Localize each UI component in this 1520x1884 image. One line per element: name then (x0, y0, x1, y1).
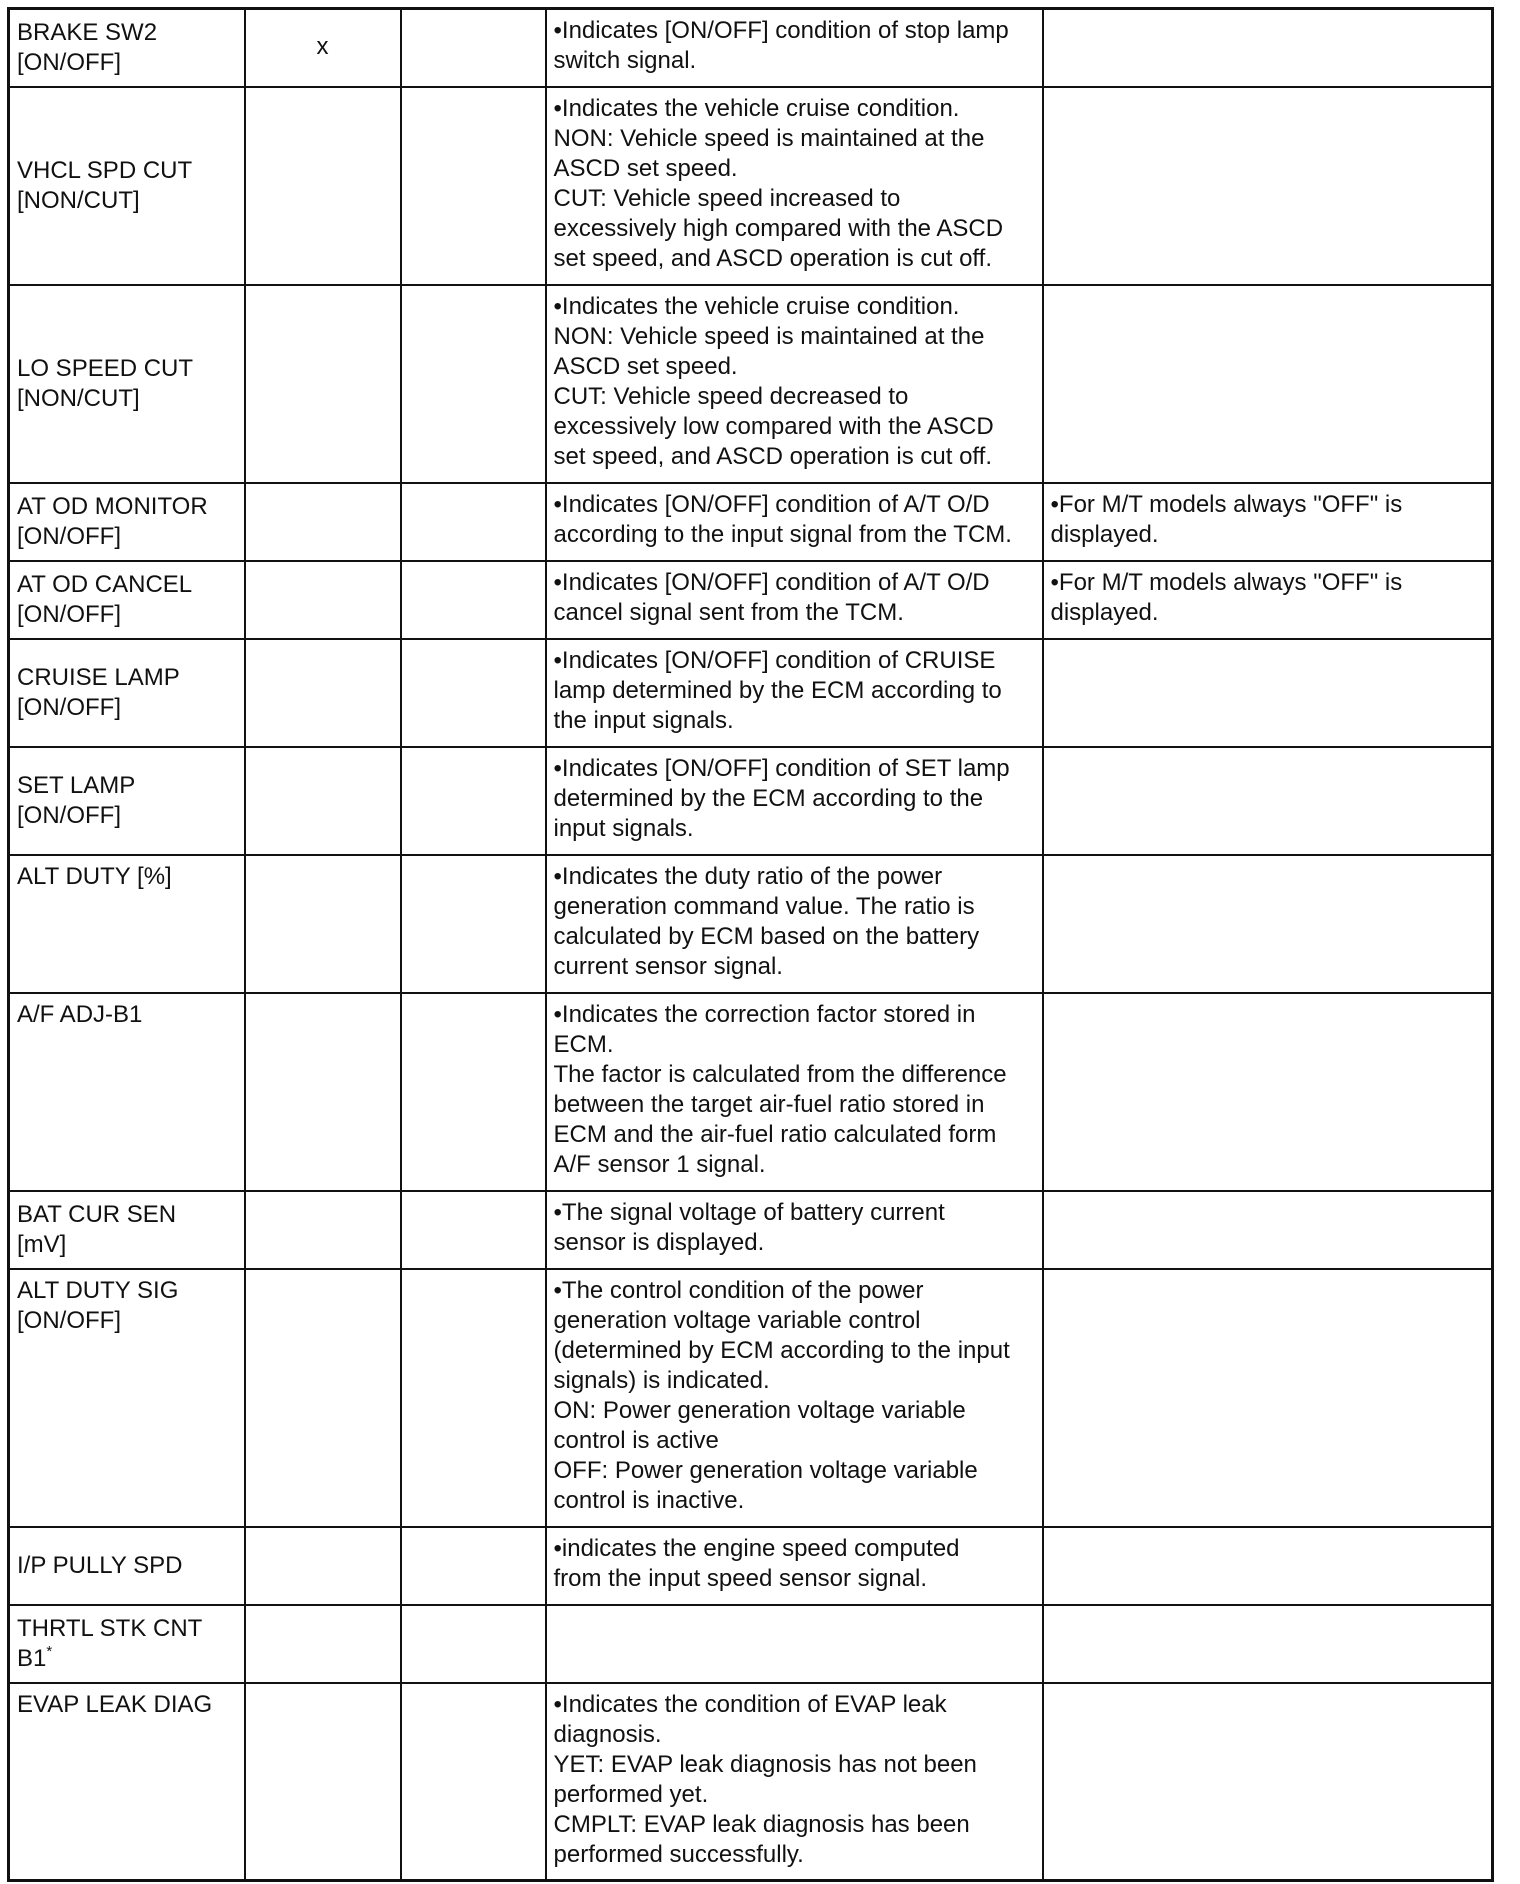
item-label: THRTL STK CNT B1 (17, 1614, 203, 1672)
remarks-cell (1043, 747, 1493, 855)
remarks-cell (1043, 639, 1493, 747)
selection-cell (401, 483, 546, 561)
table-row (9, 993, 1493, 1191)
main-signal-cell (245, 1527, 401, 1605)
remarks-cell (1043, 993, 1493, 1191)
table-row (9, 1191, 1493, 1269)
item-cell: VHCL SPD CUT [NON/CUT] (9, 87, 245, 285)
description-cell: •Indicates [ON/OFF] condition of A/T O/D according to the input signal from the TCM. (546, 483, 1043, 561)
selection-cell (401, 1527, 546, 1605)
remarks-cell (1043, 1191, 1493, 1269)
description-cell: •The signal voltage of battery current sensor is displayed. (546, 1191, 1043, 1269)
description-cell (546, 1605, 1043, 1683)
selection-cell (401, 1191, 546, 1269)
selection-cell (401, 87, 546, 285)
table-row (9, 1269, 1493, 1527)
remarks-cell (1043, 1605, 1493, 1683)
table-row (9, 9, 1493, 87)
item-cell: SET LAMP [ON/OFF] (9, 747, 245, 855)
table-row (9, 561, 1493, 639)
item-cell: AT OD MONITOR [ON/OFF] (9, 483, 245, 561)
description-cell: •Indicates the condition of EVAP leak diagnosis. YET: EVAP leak diagnosis has not been performed yet. CMPLT: EVAP leak diagnosis has been performed successfully. (546, 1683, 1043, 1881)
main-signal-cell (245, 87, 401, 285)
remarks-cell: •For M/T models always "OFF" is displayed. (1043, 561, 1493, 639)
monitor-item-table (7, 7, 1494, 1882)
description-cell: •Indicates [ON/OFF] condition of SET lamp determined by the ECM according to the input signals. (546, 747, 1043, 855)
main-signal-cell (245, 1191, 401, 1269)
item-cell: CRUISE LAMP [ON/OFF] (9, 639, 245, 747)
item-cell: I/P PULLY SPD (9, 1527, 245, 1605)
item-cell (9, 1605, 245, 1683)
main-signal-cell (245, 747, 401, 855)
description-cell: •Indicates [ON/OFF] condition of A/T O/D cancel signal sent from the TCM. (546, 561, 1043, 639)
table-row (9, 1605, 1493, 1683)
remarks-cell (1043, 1683, 1493, 1881)
selection-cell (401, 9, 546, 87)
table-row (9, 1683, 1493, 1881)
main-signal-cell (245, 993, 401, 1191)
selection-cell (401, 285, 546, 483)
item-cell: BRAKE SW2 [ON/OFF] (9, 9, 245, 87)
selection-cell (401, 1605, 546, 1683)
description-cell: •Indicates the correction factor stored in ECM. The factor is calculated from the difference between the target air-fuel ratio stored in ECM and the air-fuel ratio calculated form A/F sensor 1 signal. (546, 993, 1043, 1191)
selection-cell (401, 855, 546, 993)
selection-cell (401, 639, 546, 747)
main-signal-cell (245, 285, 401, 483)
selection-cell (401, 747, 546, 855)
description-cell: •The control condition of the power generation voltage variable control (determined by ECM according to the input signals) is indicated. ON: Power generation voltage variable control is active OFF: Power generation voltage variable control is inactive. (546, 1269, 1043, 1527)
table-row (9, 483, 1493, 561)
selection-cell (401, 1269, 546, 1527)
table-row (9, 747, 1493, 855)
item-cell: AT OD CANCEL [ON/OFF] (9, 561, 245, 639)
item-cell: ALT DUTY SIG [ON/OFF] (9, 1269, 245, 1527)
main-signal-cell (245, 1269, 401, 1527)
remarks-cell (1043, 87, 1493, 285)
item-cell: ALT DUTY [%] (9, 855, 245, 993)
main-signal-cell (245, 1683, 401, 1881)
footnote-marker: * (46, 1642, 53, 1660)
remarks-cell (1043, 855, 1493, 993)
main-signal-cell (245, 561, 401, 639)
description-cell: •Indicates the duty ratio of the power generation command value. The ratio is calculated by ECM based on the battery current sensor signal. (546, 855, 1043, 993)
selection-cell (401, 561, 546, 639)
selection-cell (401, 993, 546, 1191)
item-cell: EVAP LEAK DIAG (9, 1683, 245, 1881)
table-row (9, 285, 1493, 483)
description-cell: •Indicates the vehicle cruise condition. NON: Vehicle speed is maintained at the ASCD set speed. CUT: Vehicle speed decreased to excessively low compared with the ASCD set speed, and ASCD operation is cut off. (546, 285, 1043, 483)
main-signal-cell (245, 1605, 401, 1683)
description-cell: •Indicates [ON/OFF] condition of CRUISE lamp determined by the ECM according to the input signals. (546, 639, 1043, 747)
selection-cell (401, 1683, 546, 1881)
description-cell: •Indicates the vehicle cruise condition. NON: Vehicle speed is maintained at the ASCD set speed. CUT: Vehicle speed increased to excessively high compared with the ASCD set speed, and ASCD operation is cut off. (546, 87, 1043, 285)
table-row (9, 855, 1493, 993)
item-cell: A/F ADJ-B1 (9, 993, 245, 1191)
table-row (9, 1527, 1493, 1605)
main-signal-cell (245, 639, 401, 747)
description-cell: •Indicates [ON/OFF] condition of stop lamp switch signal. (546, 9, 1043, 87)
main-signal-cell (245, 483, 401, 561)
main-signal-cell: x (245, 9, 401, 87)
remarks-cell (1043, 285, 1493, 483)
remarks-cell: •For M/T models always "OFF" is displayed. (1043, 483, 1493, 561)
item-cell: LO SPEED CUT [NON/CUT] (9, 285, 245, 483)
remarks-cell (1043, 1269, 1493, 1527)
remarks-cell (1043, 9, 1493, 87)
main-signal-cell (245, 855, 401, 993)
item-cell: BAT CUR SEN [mV] (9, 1191, 245, 1269)
table-row (9, 87, 1493, 285)
table-row (9, 639, 1493, 747)
remarks-cell (1043, 1527, 1493, 1605)
description-cell: •indicates the engine speed computed from the input speed sensor signal. (546, 1527, 1043, 1605)
